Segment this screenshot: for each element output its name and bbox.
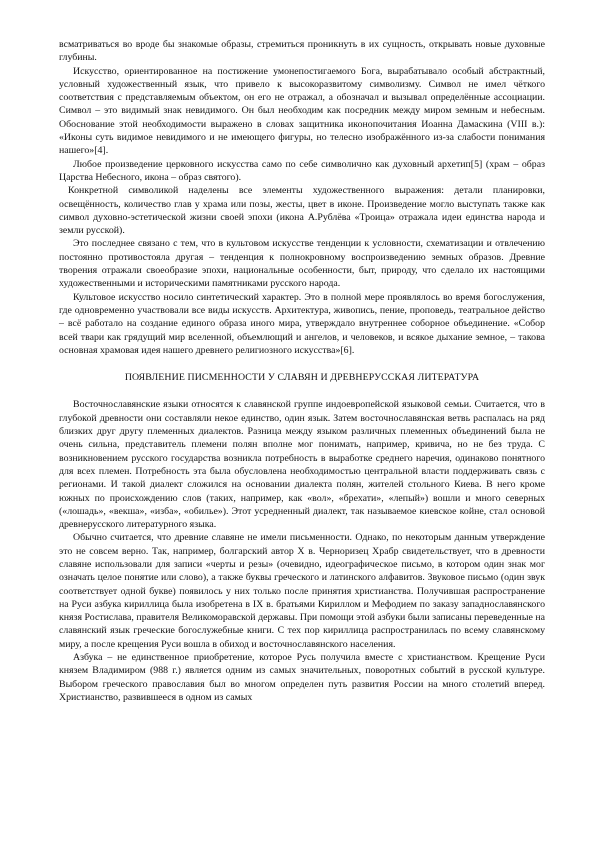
paragraph-symbolism: Искусство, ориентированное на постижение умонепостигаемого Бога, вырабатывало особый абстрактный, условный художественный язык, что привело к высокоразвитому символизму. Символ не имел чёткого соответствия с представляемым объектом, он его не отражал, а обозначал и вызывал определённые ассоциации. Символ – это видимый знак невидимого. Он был необходим как посредник между миром земным и небесным. Обоснование этой необходимости выражено в словах защитника иконопочитания Иоанна Дамаскина (VIII в.): «Иконы суть видимое невидимого и не имеющего фигуры, но телесно изображённого из-за слабости понимания нашего»[4]. <box>59 65 545 157</box>
paragraph-earthly-images: Это последнее связано с тем, что в культовом искусстве тенденции к условности, схематизации и отвлечению постоянно противостояла другая – тенденция к полнокровному воспроизведению земных образов. Древние творения отражали своеобразие эпохи, национальные особенности, быт, природу, что сделало их настоящими художественными и историческими памятниками русского народа. <box>59 238 545 290</box>
paragraph-archetype: Любое произведение церковного искусства само по себе символично как духовный архетип[5] (храм – образ Царства Небесного, икона – образ святого). <box>59 158 545 183</box>
paragraph-christianity: Азбука – не единственное приобретение, которое Русь получила вместе с христианством. Крещение Руси князем Владимиром (988 г.) является одним из самых значительных, поворотных событий в русской культуре. Выбором греческого православия был во многом определен путь развития России на много столетий вперед. Христианство, развившееся в одном из самых <box>59 652 545 703</box>
section-heading: ПОЯВЛЕНИЕ ПИСМЕННОСТИ У СЛАВЯН И ДРЕВНЕРУССКАЯ ЛИТЕРАТУРА <box>124 372 480 384</box>
paragraph-concrete-symbolism: Конкретной символикой наделены все элементы художественного выражения: детали планировки, освещённость, количество глав у храма или позы, жесты, цвет в иконе. Произведение могло выступать также как символ духовно-эстетической жизни своей эпохи (икона А.Рублёва «Троица» отражала идеи единства народа и земли русской). <box>59 185 545 237</box>
document-page <box>59 38 545 704</box>
paragraph-writing-origins: Обычно считается, что древние славяне не имели письменности. Однако, по некоторым данным утверждение это не совсем верно. Так, например, болгарский автор X в. Черноризец Храбр свидетельствует, что в древности славяне использовали для записи «черты и резы» (очевидно, идеографическое письмо, в котором один знак мог означать целое понятие или слово), а также буквы греческого и латинского алфавитов. Звуковое письмо (один звук соответствует одной букве) появилось у них только после принятия христианства. Получившая распространение на Руси азбука кириллица была изобретена в IX в. братьями Кириллом и Мефодием по заказу западнославянского князя Ростислава, правителя Великоморавской державы. При помощи этой азбуки были записаны переведенные на славянский язык греческие богослужебные книги. С тех пор кириллица распространилась по всему славянскому миру, а после крещения Руси вошла в обиход и восточнославянского населения. <box>59 532 545 650</box>
paragraph-continuation: всматриваться во вроде бы знакомые образы, стремиться проникнуть в их сущность, открывать новые духовные глубины. <box>59 39 545 64</box>
paragraph-east-slavic-languages: Восточнославянские языки относятся к славянской группе индоевропейской языковой семьи. Считается, что в глубокой древности они составляли некое единство, один язык. Затем восточнославянская ветвь распалась на ряд близких друг другу племенных диалектов. Разница между языком различных племенных объединений была не очень сильна, представитель племени полян вполне мог понимать, например, кривича, но не без труда. С возникновением русского государства возникла потребность в выработке среднего наречия, одинаково понятного для всех племен. Потребность эта была обусловлена необходимостью центральной власти поддерживать связь с регионами. И такой диалект сложился на основании диалекта полян, жителей стольного Киева. В него кроме южных по происхождению слов (таких, например, как «вол», «брехати», «лепый») вошли и много северных («лошадь», «векша», «изба», «обилье»). Этот усредненный диалект, так называемое киевское койне, стал основой древнерусского литературного языка. <box>59 399 545 531</box>
paragraph-synthetic-character: Культовое искусство носило синтетический характер. Это в полной мере проявлялось во время богослужения, где одновременно участвовали все виды искусств. Архитектура, живопись, пение, проповедь, театральное действо – всё работало на создание единого образа иного мира, утверждало внутреннее соборное объединение. «Собор всей твари как грядущий мир вселенной, объемлющий и ангелов, и человеков, и всякое дыхание земное, – такова основная храмовая идея нашего древнего религиозного искусства»[6]. <box>59 291 545 356</box>
